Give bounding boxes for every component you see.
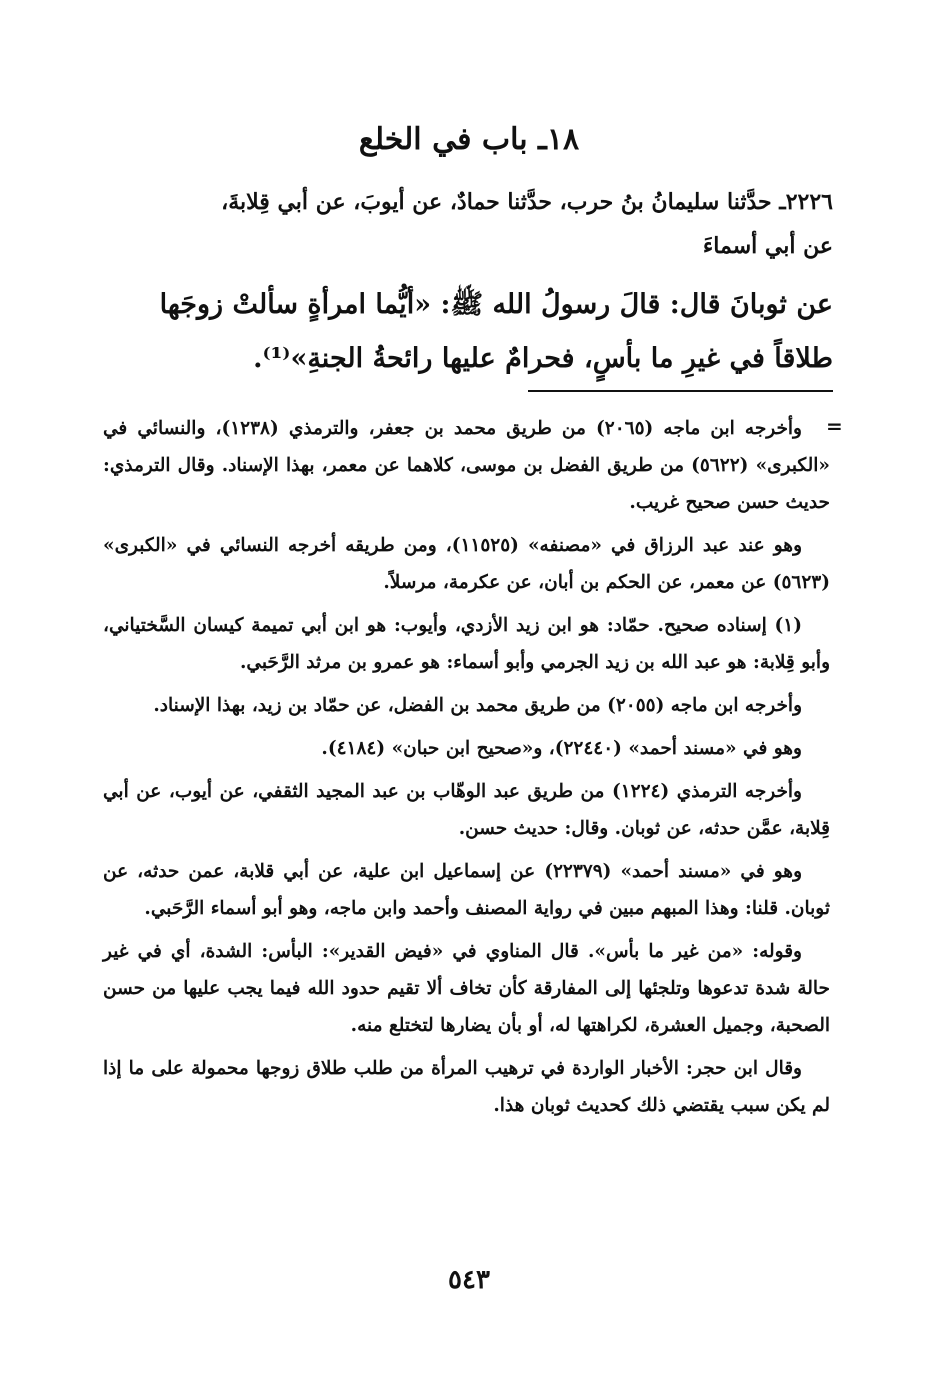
footnote-divider <box>528 390 833 392</box>
hadith-isnad <box>103 180 833 268</box>
footnote-paragraph: وهو في «مسند أحمد» (٢٢٤٤٠)، و«صحيح ابن حبان» (٤١٨٤). <box>321 738 802 759</box>
footnote-paragraph: وقوله: «من غير ما بأس». قال المناوي في «فيض القدير»: البأس: الشدة، أي في غير حالة شدة تدعوها وتلجئها إلى المفارقة كأن تخاف ألا تقيم حدود الله فيما يجب عليها من حسن الصحبة، وجميل العشرة، لكراهتها له، أو بأن يضارها لتختلع منه. <box>103 941 830 1036</box>
footnote-paragraph: وهو في «مسند أحمد» (٢٢٣٧٩) عن إسماعيل ابن علية، عن أبي قلابة، عمن حدثه، عن ثوبان. قلنا: وهذا المبهم مبين في رواية المصنف وأحمد وابن ماجه، وهو أبو أسماء الرَّحَبي. <box>103 861 830 919</box>
isnad-line: ٢٢٢٦ـ حدَّثنا سليمانُ بنُ حرب، حدَّثنا حمادٌ، عن أيوبَ، عن أبي قِلابةَ، <box>221 189 833 215</box>
footnotes <box>103 410 830 1130</box>
page-number: ٥٤٣ <box>448 1265 490 1295</box>
isnad-line: عن أبي أسماءَ <box>702 233 833 259</box>
footnote-paragraph: وأخرجه ابن ماجه (٢٠٥٥) من طريق محمد بن الفضل، عن حمّاد بن زيد، بهذا الإسناد. <box>153 695 802 716</box>
footnote-paragraph: (١) إسناده صحيح. حمّاد: هو ابن زيد الأزدي، وأيوب: هو ابن أبي تميمة كيسان السَّختياني، وأبو قِلابة: هو عبد الله بن زيد الجرمي وأبو أسماء: هو عمرو بن مرثد الرَّحَبي. <box>103 615 830 673</box>
continuation-mark: = <box>826 414 843 438</box>
footnote-paragraph: وأخرجه الترمذي (١٢٢٤) من طريق عبد الوهّاب بن عبد المجيد الثقفي، عن أيوب، عن أبي قِلابة، عمَّن حدثه، عن ثوبان. وقال: حديث حسن. <box>103 781 830 839</box>
footnote-paragraph: وقال ابن حجر: الأخبار الواردة في ترهيب المرأة من طلب طلاق زوجها محمولة على ما إذا لم يكن سبب يقتضي ذلك كحديث ثوبان هذا. <box>103 1058 830 1116</box>
footnote-paragraph: وأخرجه ابن ماجه (٢٠٦٥) من طريق محمد بن جعفر، والترمذي (١٢٣٨)، والنسائي في «الكبرى» (٥٦٢٢) من طريق الفضل بن موسى، كلاهما عن معمر، بهذا الإسناد. وقال الترمذي: حديث حسن صحيح غريب. <box>103 418 830 513</box>
chapter-heading: ١٨ـ باب في الخلع <box>358 122 580 157</box>
matn-line: طلاقاً في غيرِ ما بأسٍ، فحرامٌ عليها رائحةُ الجنةِ»⁽¹⁾. <box>253 343 833 374</box>
matn-line: عن ثوبانَ قال: قالَ رسولُ الله ﷺ: «أيُّما امرأةٍ سألتْ زوجَها <box>159 289 833 320</box>
hadith-matn <box>103 278 833 386</box>
footnote-paragraph: وهو عند عبد الرزاق في «مصنفه» (١١٥٢٥)، ومن طريقه أخرجه النسائي في «الكبرى» (٥٦٢٣) عن معمر، عن الحكم بن أبان، عن عكرمة، مرسلاً. <box>103 535 830 593</box>
